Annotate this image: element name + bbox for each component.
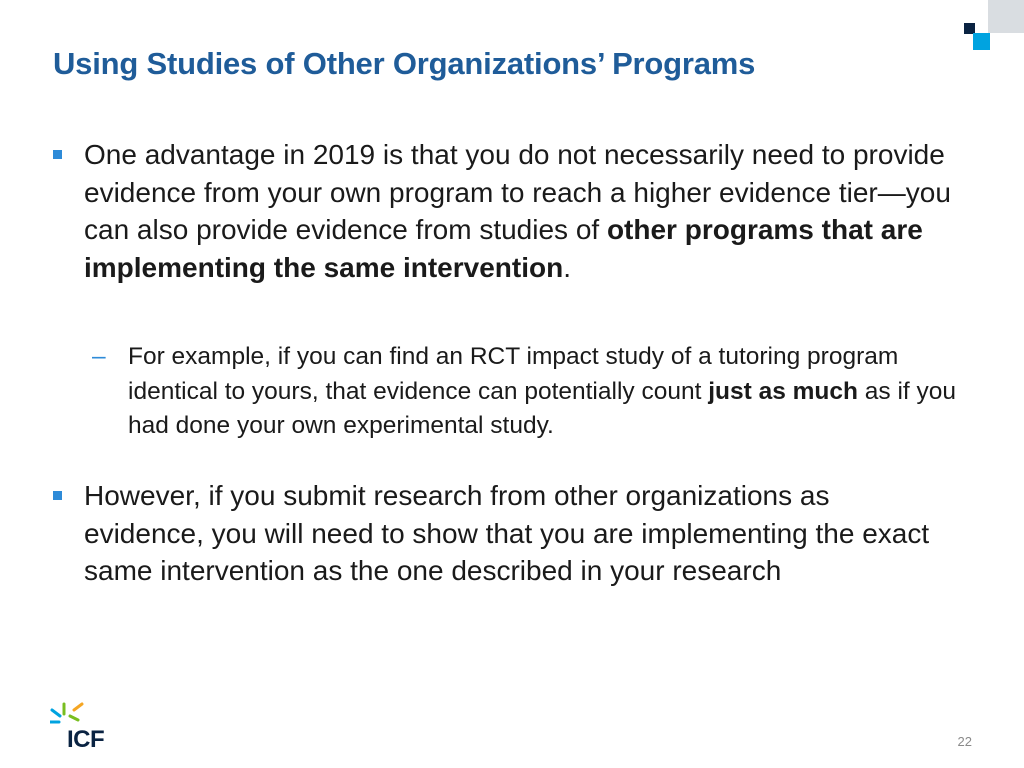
corner-square-gray [988, 0, 1024, 33]
sub-bullet-item [92, 340, 972, 444]
sub-bullet-dash: – [92, 343, 106, 370]
sub-bullet-text: For example, if you can find an RCT impact study of a tutoring program identical to yours, that evidence can potentially count just as much as if you had done your own experimental study. [128, 343, 957, 439]
bullet-item-2 [53, 477, 953, 590]
slide-title: Using Studies of Other Organizations’ Programs [53, 46, 756, 81]
bullet-bold-text: other programs that are implementing the same intervention [84, 214, 923, 283]
page-number: 22 [957, 734, 972, 749]
bullet-marker [53, 150, 62, 159]
bullet-marker [53, 491, 62, 500]
corner-decoration [960, 0, 1024, 52]
bullet-text: One advantage in 2019 is that you do not necessarily need to provide evidence from your own program to reach a higher evidence tier—you can also provide evidence from studies of other programs that are implementing the same intervention. [84, 139, 951, 283]
icf-logo-text: ICF [67, 726, 105, 753]
bullet-item-1 [53, 136, 953, 286]
bullet-text: However, if you submit research from other organizations as evidence, you will need to show that you are implementing the exact same intervention as the one described in your research [84, 480, 930, 586]
sub-bullet-bold-text: just as much [708, 377, 858, 405]
corner-square-cyan [973, 33, 990, 50]
